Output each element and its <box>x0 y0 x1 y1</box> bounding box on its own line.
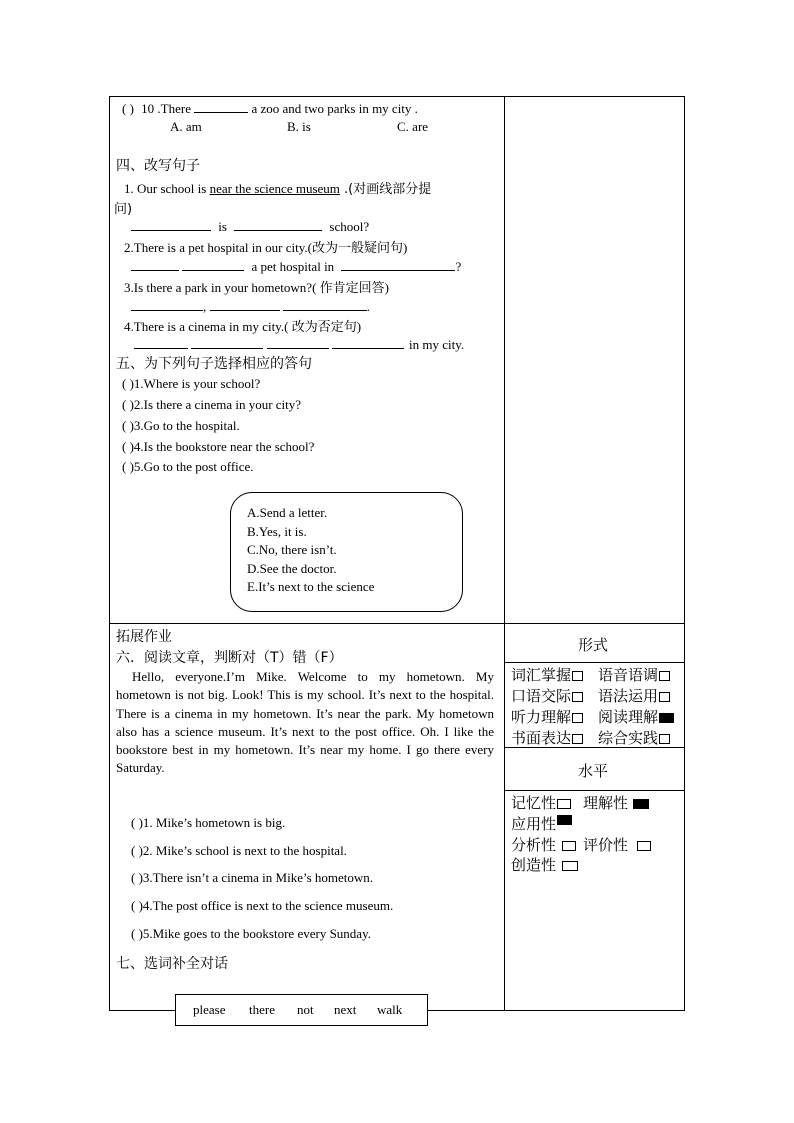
true-false-item <box>131 926 371 942</box>
rewrite-item-2 <box>124 237 407 256</box>
answer-text: is <box>218 219 227 234</box>
item-number: 4. <box>124 319 134 334</box>
option-a: A. am <box>170 119 202 134</box>
rewrite-item-4 <box>124 316 361 335</box>
table-border-bottom-right <box>428 1010 685 1011</box>
answer-paren[interactable]: ( ) <box>131 926 143 941</box>
statement-text: 2. Mike’s school is next to the hospital. <box>142 843 347 858</box>
checkbox-icon[interactable] <box>572 713 583 723</box>
checkbox-icon[interactable] <box>557 799 571 809</box>
form-label: 阅读理解 <box>598 708 659 726</box>
level-item <box>583 834 651 855</box>
answer-paren: ( ) <box>122 101 134 116</box>
rewrite-answer-2 <box>131 258 461 275</box>
form-label: 语音语调 <box>598 666 659 684</box>
table-border-left <box>109 96 110 1011</box>
answer-blank[interactable] <box>131 218 211 231</box>
answer-paren[interactable]: ( ) <box>122 397 134 412</box>
answer-option: A.Send a letter. <box>247 505 328 520</box>
option-c: C. are <box>397 119 429 134</box>
reading-passage: Hello, everyone.I’m Mike. Welcome to my hometown. My hometown is not big. Look! This is my school. It’s next to the hospital. There is a cinema in my hometown. It’s near the park. My hometown also has a science museum. It’s next to the post office. Oh. I like the bookstore best in my hometown. It’s near my home. I go there every Saturday. <box>116 669 494 776</box>
section-7-title: 七、选词补全对话 <box>116 956 228 972</box>
answer-blank[interactable] <box>283 298 367 311</box>
table-row-divider <box>109 623 685 624</box>
extension-heading: 拓展作业 <box>116 629 172 645</box>
side-divider-3 <box>504 790 685 791</box>
level-item <box>511 834 576 855</box>
form-label: 口语交际 <box>511 687 572 705</box>
answer-blank[interactable] <box>210 298 280 311</box>
answer-option: B.Yes, it is. <box>247 524 307 539</box>
answer-paren[interactable]: ( ) <box>131 815 143 830</box>
question-text: 2.Is there a cinema in your city? <box>133 397 302 412</box>
table-border-bottom <box>109 1010 175 1011</box>
form-label: 词汇掌握 <box>511 666 572 684</box>
answer-paren[interactable]: ( ) <box>122 459 134 474</box>
checkbox-icon[interactable] <box>572 671 583 681</box>
table-border-top <box>109 96 685 97</box>
word-bank-not: not <box>297 1002 314 1017</box>
rewrite-item-1-wrap: 问) <box>114 202 133 217</box>
question-number: 10 . <box>141 101 161 116</box>
checkbox-icon[interactable] <box>572 692 583 702</box>
rewrite-item-3 <box>124 277 389 296</box>
answer-text: in my city. <box>409 337 465 352</box>
answer-paren[interactable]: ( ) <box>131 898 143 913</box>
answer-paren[interactable]: ( ) <box>131 843 143 858</box>
answer-blank[interactable] <box>234 218 322 231</box>
checkbox-icon[interactable] <box>562 861 578 871</box>
answer-option: D.See the doctor. <box>247 561 337 576</box>
form-label: 综合实践 <box>598 729 659 747</box>
answer-text: . <box>366 299 370 314</box>
word-bank-next: next <box>334 1002 357 1017</box>
level-label: 应用性 <box>511 815 557 833</box>
answer-paren[interactable]: ( ) <box>122 376 134 391</box>
word-bank-there: there <box>249 1002 275 1017</box>
answer-blank[interactable] <box>332 336 404 349</box>
answer-paren[interactable]: ( ) <box>131 870 143 885</box>
statement-text: 4.The post office is next to the science museum. <box>142 898 394 913</box>
question-10 <box>122 100 418 117</box>
true-false-item <box>131 815 285 831</box>
rewrite-answer-3 <box>131 298 370 315</box>
answer-option: C.No, there isn’t. <box>247 542 337 557</box>
form-item <box>598 727 670 748</box>
level-item <box>583 792 649 813</box>
match-question <box>122 459 254 475</box>
form-label: 书面表达 <box>511 729 572 747</box>
match-question <box>122 397 301 413</box>
match-question <box>122 418 240 434</box>
checkbox-icon[interactable] <box>659 734 670 744</box>
question-text: 1.Where is your school? <box>133 376 261 391</box>
rewrite-answer-4 <box>134 336 464 353</box>
answer-paren[interactable]: ( ) <box>122 439 134 454</box>
true-false-item <box>131 870 373 886</box>
level-label: 理解性 <box>583 794 629 812</box>
level-item <box>511 813 572 834</box>
level-item <box>511 792 571 813</box>
statement-text: 3.There isn’t a cinema in Mike’s hometown. <box>142 870 374 885</box>
word-bank-please: please <box>193 1002 226 1017</box>
level-item <box>511 854 578 875</box>
answer-option: E.It’s next to the science <box>247 579 375 594</box>
true-false-item <box>131 898 393 914</box>
checkbox-icon[interactable] <box>659 671 670 681</box>
checked-checkbox-icon[interactable] <box>659 713 674 723</box>
level-label: 创造性 <box>511 856 557 874</box>
level-label: 分析性 <box>511 836 557 854</box>
statement-text: 5.Mike goes to the bookstore every Sunday. <box>142 926 371 941</box>
statement-text: 1. Mike’s hometown is big. <box>142 815 286 830</box>
question-text: a zoo and two parks in my city . <box>251 101 418 116</box>
form-item <box>511 706 583 727</box>
rewrite-answer-1 <box>131 218 369 235</box>
form-label: 听力理解 <box>511 708 572 726</box>
answer-paren[interactable]: ( ) <box>122 418 134 433</box>
answer-text: ? <box>455 259 462 274</box>
checked-checkbox-icon[interactable] <box>633 799 649 809</box>
form-item <box>511 664 583 685</box>
match-question <box>122 439 314 455</box>
form-item <box>598 685 670 706</box>
answer-blank[interactable] <box>131 258 179 271</box>
item-number: 3. <box>124 280 134 295</box>
item-text: There is a cinema in my city.( 改为否定句) <box>133 319 362 334</box>
table-column-divider <box>504 96 505 1011</box>
form-item <box>511 727 583 748</box>
question-text: 5.Go to the post office. <box>133 459 254 474</box>
item-text: There is a pet hospital in our city.(改为一般疑问句) <box>133 240 408 255</box>
item-text: Is there a park in your hometown?( 作肯定回答) <box>133 280 389 295</box>
answer-text: a pet hospital in <box>251 259 335 274</box>
option-b: B. is <box>287 119 311 134</box>
form-label: 语法运用 <box>598 687 659 705</box>
checkbox-icon[interactable] <box>562 841 576 851</box>
answer-blank[interactable] <box>131 298 203 311</box>
answer-blank[interactable] <box>341 258 389 271</box>
level-label: 评价性 <box>583 836 629 854</box>
table-border-right <box>684 96 685 1011</box>
checkbox-icon[interactable] <box>637 841 651 851</box>
side-divider-1 <box>504 662 685 663</box>
question-text: 4.Is the bookstore near the school? <box>133 439 315 454</box>
item-number: 1. <box>124 181 134 196</box>
answer-text: school? <box>329 219 370 234</box>
checkbox-icon[interactable] <box>572 734 583 744</box>
answer-text: , <box>203 299 207 314</box>
rewrite-item-1 <box>124 178 431 197</box>
level-title: 水平 <box>578 762 609 780</box>
form-item <box>511 685 583 706</box>
section-4-title: 四、改写句子 <box>116 158 200 174</box>
section-6-title: 六．阅读文章，判断对（T）错（F） <box>116 650 343 666</box>
answer-blank[interactable] <box>134 336 188 349</box>
level-label: 记忆性 <box>511 794 557 812</box>
true-false-item <box>131 843 347 859</box>
question-text: 3.Go to the hospital. <box>133 418 240 433</box>
form-title: 形式 <box>578 636 609 654</box>
answer-blank[interactable] <box>389 258 455 271</box>
item-instruction: .(对画线部分提 <box>339 182 432 197</box>
form-item <box>598 664 670 685</box>
match-question <box>122 376 260 392</box>
item-text: Our school is <box>137 181 210 196</box>
question-text: There <box>160 101 191 116</box>
form-item <box>598 706 674 727</box>
answer-blank[interactable] <box>267 336 329 349</box>
checkbox-icon[interactable] <box>659 692 670 702</box>
answer-blank[interactable] <box>191 336 263 349</box>
answer-blank[interactable] <box>182 258 244 271</box>
item-number: 2. <box>124 240 134 255</box>
word-bank-walk: walk <box>377 1002 403 1017</box>
checked-checkbox-icon[interactable] <box>557 815 572 825</box>
fill-blank[interactable] <box>194 100 248 113</box>
underlined-phrase: near the science museum <box>209 181 340 196</box>
section-5-title: 五、为下列句子选择相应的答句 <box>116 356 312 372</box>
